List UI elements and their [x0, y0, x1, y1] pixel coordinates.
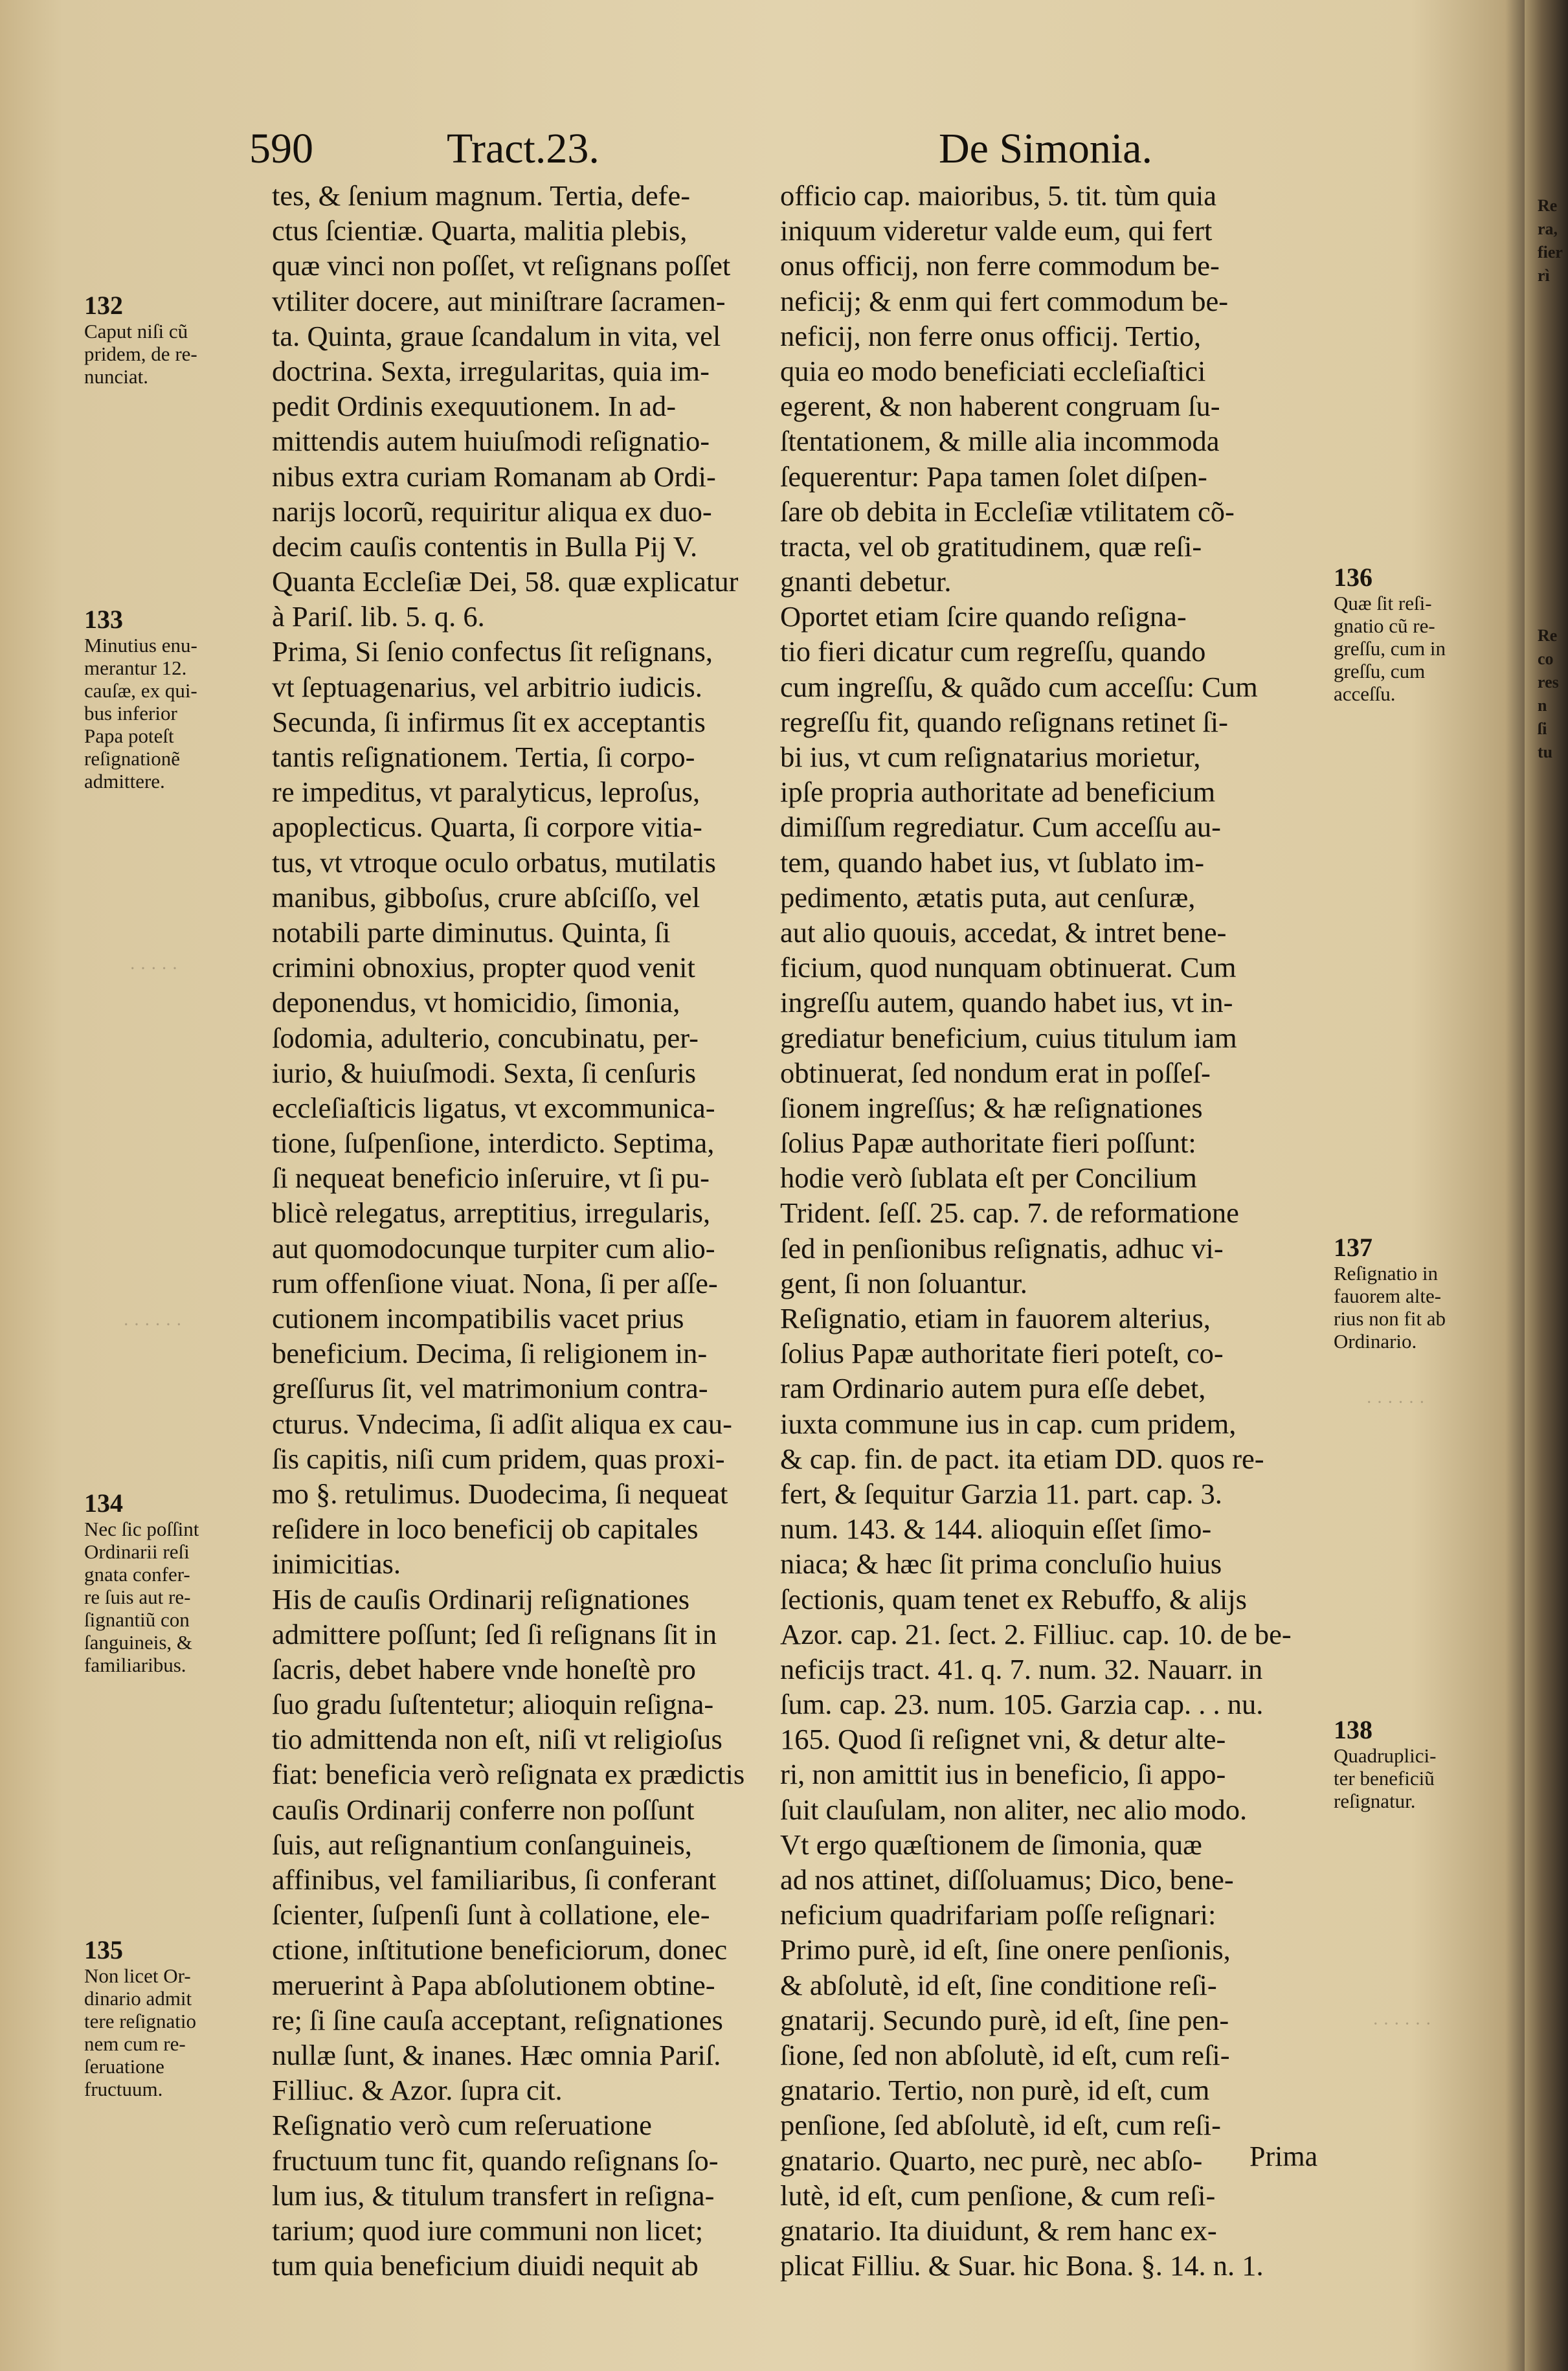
text-line: cutionem incompatibilis vacet prius: [272, 1302, 684, 1334]
text-line: ficium, quod nunquam obtinuerat. Cum: [780, 951, 1237, 984]
text-line: Reſignatio verò cum reſeruatione: [272, 2109, 652, 2142]
text-line: num. 143. & 144. alioquin eſſet ſimo-: [780, 1512, 1212, 1545]
text-line: gnatario. Ita diuidunt, & rem hanc ex-: [780, 2214, 1217, 2247]
text-line: vt ſeptuagenarius, vel arbitrio iudicis.: [272, 670, 702, 703]
text-line: mittendis autem huiuſmodi reſignatio-: [272, 425, 710, 458]
text-line: meruerint à Papa abſolutionem obtine-: [272, 1968, 715, 2001]
text-line: crimini obnoxius, propter quod venit: [272, 951, 695, 984]
leaf-fragment: ſi: [1538, 719, 1547, 738]
text-line: gent, ſi non ſoluantur.: [780, 1266, 1027, 1299]
leaf-fragment: res: [1538, 673, 1559, 691]
text-line: neficium quadrifariam poſſe reſignari:: [780, 1898, 1216, 1931]
margin-note-line: Non licet Or-: [84, 1964, 191, 1987]
text-line: Prima, Si ſenio confectus ſit reſignans,: [272, 635, 713, 668]
margin-note-line: nem cum re-: [84, 2032, 186, 2055]
text-line: aut quomodocunque turpiter cum alio-: [272, 1231, 715, 1264]
text-line: tus, vt vtroque oculo orbatus, mutilatis: [272, 846, 716, 879]
text-line: à Pariſ. lib. 5. q. 6.: [272, 600, 485, 633]
text-line: plicat Filliu. & Suar. hic Bona. §. 14. n. 1.: [780, 2249, 1264, 2282]
text-line: tes, & ſenium magnum. Tertia, defe-: [272, 179, 691, 212]
text-line: vtiliter docere, aut miniſtrare ſacramen-: [272, 284, 726, 317]
margin-note-137: [1334, 1233, 1515, 1353]
text-line: lum ius, & titulum transfert in reſigna-: [272, 2179, 715, 2212]
left-column: [272, 178, 829, 2283]
margin-note-132: [84, 291, 252, 388]
text-line: cturus. Vndecima, ſi adſit aliqua ex cau-: [272, 1407, 732, 1440]
text-line: gnatario. Quarto, nec purè, nec abſo-: [780, 2144, 1203, 2177]
text-line: Reſignatio, etiam in fauorem alterius,: [780, 1302, 1211, 1334]
margin-note-134: [84, 1489, 252, 1676]
text-line: ſionem ingreſſus; & hæ reſignationes: [780, 1091, 1203, 1124]
bleed-through: · · · · · ·: [1366, 1393, 1425, 1413]
text-line: neficijs tract. 41. q. 7. num. 32. Nauarr. in: [780, 1652, 1263, 1685]
text-line: obtinuerat, ſed nondum erat in poſſeſ-: [780, 1056, 1211, 1089]
text-line: ſuit clauſulam, non aliter, nec alio modo.: [780, 1793, 1248, 1826]
margin-note-line: Quæ ſit reſi-: [1334, 592, 1432, 614]
next-leaf-margin: [1538, 194, 1568, 764]
margin-note-line: familiaribus.: [84, 1654, 186, 1676]
text-line: Trident. ſeſſ. 25. cap. 7. de reformatione: [780, 1197, 1239, 1230]
margin-note-line: Minutius enu-: [84, 634, 197, 657]
margin-note-number: 136: [1334, 563, 1372, 592]
text-line: Quanta Eccleſiæ Dei, 58. quæ explicatur: [272, 565, 739, 598]
text-line: neficij; & enm qui fert commodum be-: [780, 284, 1229, 317]
leaf-fragment: Re: [1538, 626, 1558, 645]
margin-note-line: rius non fit ab: [1334, 1307, 1446, 1330]
text-line: ctione, inſtitutione beneficiorum, donec: [272, 1933, 728, 1966]
text-line: hodie verò ſublata eſt per Concilium: [780, 1162, 1197, 1195]
margin-note-136: [1334, 563, 1515, 705]
text-line: His de cauſis Ordinarij reſignationes: [272, 1582, 690, 1615]
page-number: 590: [249, 125, 313, 172]
text-line: gnatario. Tertio, non purè, id eſt, cum: [780, 2074, 1210, 2107]
text-line: aut alio quouis, accedat, & intret bene-: [780, 916, 1227, 949]
text-line: ſtentationem, & mille alia incommoda: [780, 425, 1220, 458]
text-line: regreſſu fit, quando reſignans retinet ſi-: [780, 705, 1228, 738]
text-line: lutè, id eſt, cum penſione, & cum reſi-: [780, 2179, 1216, 2212]
text-line: officio cap. maioribus, 5. tit. tùm quia: [780, 179, 1216, 212]
margin-note-line: Caput niſi cũ: [84, 320, 188, 343]
margin-note-line: fructuum.: [84, 2078, 163, 2100]
text-line: mo §. retulimus. Duodecima, ſi nequeat: [272, 1477, 728, 1510]
text-line: tarium; quod iure communi non licet;: [272, 2214, 704, 2247]
text-line: iurio, & huiuſmodi. Sexta, ſi cenſuris: [272, 1056, 697, 1089]
margin-note-line: greſſu, cum in: [1334, 637, 1446, 660]
text-line: pedimento, ætatis puta, aut cenſuræ,: [780, 881, 1196, 914]
margin-note-line: reſignatur.: [1334, 1790, 1416, 1812]
text-line: gnanti debetur.: [780, 565, 952, 598]
text-line: ſare ob debita in Eccleſiæ vtilitatem cõ-: [780, 495, 1235, 528]
text-line: cauſis Ordinarij conferre non poſſunt: [272, 1793, 695, 1826]
text-line: ſed in penſionibus reſignatis, adhuc vi-: [780, 1231, 1224, 1264]
margin-note-line: ſignantiũ con: [84, 1608, 190, 1631]
leaf-fragment: fier: [1538, 243, 1563, 262]
margin-note-line: tere reſignatio: [84, 2010, 196, 2032]
text-line: apoplecticus. Quarta, ſi corpore vitia-: [272, 811, 702, 844]
margin-note-line: Nec ſic poſſint: [84, 1518, 199, 1540]
text-line: fert, & ſequitur Garzia 11. part. cap. 3.: [780, 1477, 1222, 1510]
margin-note-line: Reſignatio in: [1334, 1262, 1439, 1285]
text-line: ctus ſcientiæ. Quarta, malitia plebis,: [272, 214, 688, 247]
margin-note-line: reſignationẽ: [84, 747, 181, 770]
text-line: iniquum videretur valde eum, qui fert: [780, 214, 1213, 247]
margin-note-line: Papa poteſt: [84, 725, 174, 747]
text-line: rum offenſione viuat. Nona, ſi per aſſe-: [272, 1266, 718, 1299]
running-head-left: Tract.23.: [447, 125, 599, 172]
text-line: grediatur beneficium, cuius titulum iam: [780, 1021, 1237, 1054]
text-line: neficij, non ferre onus officij. Tertio,: [780, 319, 1202, 352]
bleed-through: · · · · ·: [129, 959, 178, 979]
text-line: ſi nequeat beneficio inſeruire, vt ſi pu-: [272, 1162, 710, 1195]
text-line: fiat: beneficia verò reſignata ex prædictis: [272, 1758, 745, 1791]
bleed-through: · · · · · ·: [123, 1315, 182, 1335]
text-line: nullæ ſunt, & inanes. Hæc omnia Pariſ.: [272, 2038, 721, 2071]
text-line: notabili parte diminutus. Quinta, ſi: [272, 916, 671, 949]
text-line: doctrina. Sexta, irregularitas, quia im-: [272, 354, 710, 387]
text-line: nibus extra curiam Romanam ab Ordi-: [272, 460, 716, 493]
margin-note-line: pridem, de re-: [84, 343, 197, 365]
text-line: quæ vinci non poſſet, vt reſignans poſſet: [272, 249, 731, 282]
margin-note-number: 138: [1334, 1715, 1372, 1744]
text-line: Oportet etiam ſcire quando reſigna-: [780, 600, 1187, 633]
text-line: tracta, vel ob gratitudinem, quæ reſi-: [780, 530, 1202, 563]
margin-note-number: 137: [1334, 1233, 1372, 1262]
margin-note-line: greſſu, cum: [1334, 660, 1426, 682]
text-line: ſolius Papæ authoritate fieri poteſt, co-: [780, 1337, 1224, 1370]
text-line: niaca; & hæc ſit prima concluſio huius: [780, 1547, 1222, 1580]
text-line: ingreſſu autem, quando habet ius, vt in-: [780, 986, 1233, 1019]
text-line: onus officij, non ferre commodum be-: [780, 249, 1220, 282]
text-line: greſſurus ſit, vel matrimonium contra-: [272, 1372, 708, 1405]
text-line: ſacris, debet habere vnde honeſtè pro: [272, 1652, 696, 1685]
text-line: pedit Ordinis exequutionem. In ad-: [272, 390, 677, 423]
text-line: dimiſſum regrediatur. Cum acceſſu au-: [780, 811, 1221, 844]
running-head-right: De Simonia.: [939, 125, 1152, 172]
catchword: Prima: [1249, 2141, 1318, 2172]
margin-note-line: Ordinario.: [1334, 1330, 1417, 1353]
text-line: re impeditus, vt paralyticus, leproſus,: [272, 776, 700, 809]
leaf-fragment: Re: [1538, 196, 1558, 215]
text-line: manibus, gibboſus, crure abſciſſo, vel: [272, 881, 700, 914]
text-line: ſodomia, adulterio, concubinatu, per-: [272, 1021, 699, 1054]
text-line: Filliuc. & Azor. ſupra cit.: [272, 2074, 563, 2107]
margin-note-line: gnata confer-: [84, 1563, 190, 1586]
margin-note-number: 133: [84, 605, 123, 634]
text-line: ſione, ſed non abſolutè, id eſt, cum reſi-: [780, 2038, 1230, 2071]
margin-note-line: Quadruplici-: [1334, 1744, 1437, 1767]
margin-note-line: ſeruatione: [84, 2055, 164, 2078]
margin-note-line: ſanguineis, &: [84, 1631, 193, 1654]
margin-note-number: 132: [84, 291, 123, 320]
right-column: [780, 178, 1350, 2283]
bleed-through: · · · · · ·: [1372, 2014, 1431, 2034]
margin-note-133: [84, 605, 252, 792]
text-line: Vt ergo quæſtionem de ſimonia, quæ: [780, 1828, 1202, 1861]
text-line: ſequerentur: Papa tamen ſolet diſpen-: [780, 460, 1207, 493]
text-line: decim cauſis contentis in Bulla Pij V.: [272, 530, 698, 563]
text-line: ſis capitis, niſi cum pridem, quas proxi-: [272, 1442, 725, 1475]
margin-note-line: nunciat.: [84, 365, 148, 388]
text-line: re; ſi ſine cauſa acceptant, reſignationes: [272, 2003, 723, 2036]
margin-note-line: dinario admit: [84, 1987, 192, 2010]
margin-note-line: admittere.: [84, 770, 165, 792]
text-line: tione, ſuſpenſione, interdicto. Septima,: [272, 1127, 715, 1160]
text-line: ſcienter, ſuſpenſi ſunt à collatione, ele-: [272, 1898, 710, 1931]
margin-note-line: Ordinarii reſi: [84, 1540, 190, 1563]
text-line: penſione, ſed abſolutè, id eſt, cum reſi-: [780, 2109, 1221, 2142]
margin-note-number: 134: [84, 1489, 123, 1518]
margin-note-line: cauſæ, ex qui-: [84, 679, 197, 702]
text-line: narijs locorũ, requiritur aliqua ex duo-: [272, 495, 712, 528]
text-line: admittere poſſunt; ſed ſi reſignans ſit in: [272, 1617, 717, 1650]
text-line: ſuo gradu ſuſtentetur; alioquin reſigna-: [272, 1688, 714, 1721]
text-line: fructuum tunc fit, quando reſignans ſo-: [272, 2144, 719, 2177]
leaf-fragment: ra,: [1538, 219, 1558, 238]
margin-note-line: acceſſu.: [1334, 682, 1396, 705]
text-line: iuxta commune ius in cap. cum pridem,: [780, 1407, 1237, 1440]
text-line: 165. Quod ſi reſignet vni, & detur alte-: [780, 1723, 1226, 1756]
margin-note-line: gnatio cũ re-: [1334, 614, 1435, 637]
text-line: Secunda, ſi infirmus ſit ex acceptantis: [272, 705, 706, 738]
margin-note-number: 135: [84, 1935, 123, 1964]
text-line: ſectionis, quam tenet ex Rebuffo, & alijs: [780, 1582, 1247, 1615]
leaf-fragment: tu: [1538, 743, 1553, 761]
text-line: ſuis, aut reſignantium conſanguineis,: [272, 1828, 692, 1861]
text-line: ram Ordinario autem pura eſſe debet,: [780, 1372, 1206, 1405]
margin-note-line: bus inferior: [84, 702, 177, 725]
margin-note-line: merantur 12.: [84, 657, 187, 679]
text-line: ſum. cap. 23. num. 105. Garzia cap. . . nu.: [780, 1688, 1264, 1721]
text-line: affinibus, vel familiaribus, ſi conferant: [272, 1863, 717, 1896]
text-line: cum ingreſſu, & quãdo cum acceſſu: Cum: [780, 670, 1258, 703]
text-line: tem, quando habet ius, vt ſublato im-: [780, 846, 1205, 879]
leaf-fragment: co: [1538, 649, 1554, 668]
text-line: tantis reſignationem. Tertia, ſi corpo-: [272, 741, 695, 773]
text-line: bi ius, vt cum reſignatarius morietur,: [780, 741, 1201, 773]
margin-note-line: fauorem alte-: [1334, 1285, 1442, 1307]
text-line: blicè relegatus, arreptitius, irregularis,: [272, 1197, 711, 1230]
text-line: & cap. fin. de pact. ita etiam DD. quos re-: [780, 1442, 1264, 1475]
text-line: ta. Quinta, graue ſcandalum in vita, vel: [272, 319, 721, 352]
margin-note-135: [84, 1936, 252, 2100]
text-line: beneficium. Decima, ſi religionem in-: [272, 1337, 708, 1370]
text-line: ipſe propria authoritate ad beneficium: [780, 776, 1216, 809]
margin-note-line: ter beneficiũ: [1334, 1767, 1435, 1790]
text-line: inimicitias.: [272, 1547, 401, 1580]
text-line: Azor. cap. 21. ſect. 2. Filliuc. cap. 10. de be-: [780, 1617, 1292, 1650]
text-line: deponendus, vt homicidio, ſimonia,: [272, 986, 680, 1019]
text-line: gnatarij. Secundo purè, id eſt, ſine pen-: [780, 2003, 1229, 2036]
text-line: reſidere in loco beneficij ob capitales: [272, 1512, 699, 1545]
text-line: tio fieri dicatur cum regreſſu, quando: [780, 635, 1206, 668]
margin-note-138: [1334, 1716, 1515, 1812]
text-line: tum quia beneficium diuidi nequit ab: [272, 2249, 699, 2282]
text-line: quia eo modo beneficiati eccleſiaſtici: [780, 354, 1206, 387]
text-line: & abſolutè, id eſt, ſine conditione reſi-: [780, 1968, 1217, 2001]
text-line: Primo purè, id eſt, ſine onere penſionis,: [780, 1933, 1231, 1966]
leaf-fragment: rì: [1538, 266, 1550, 285]
text-line: ad nos attinet, diſſoluamus; Dico, bene-: [780, 1863, 1234, 1896]
text-line: tio admittenda non eſt, niſi vt religioſus: [272, 1723, 722, 1756]
text-line: egerent, & non haberent congruam ſu-: [780, 390, 1220, 423]
text-line: ſolius Papæ authoritate fieri poſſunt:: [780, 1127, 1196, 1160]
leaf-fragment: n: [1538, 696, 1547, 715]
margin-note-line: re ſuis aut re-: [84, 1586, 191, 1608]
text-line: eccleſiaſticis ligatus, vt excommunica-: [272, 1091, 715, 1124]
text-line: ri, non amittit ius in beneficio, ſi appo-: [780, 1758, 1226, 1791]
